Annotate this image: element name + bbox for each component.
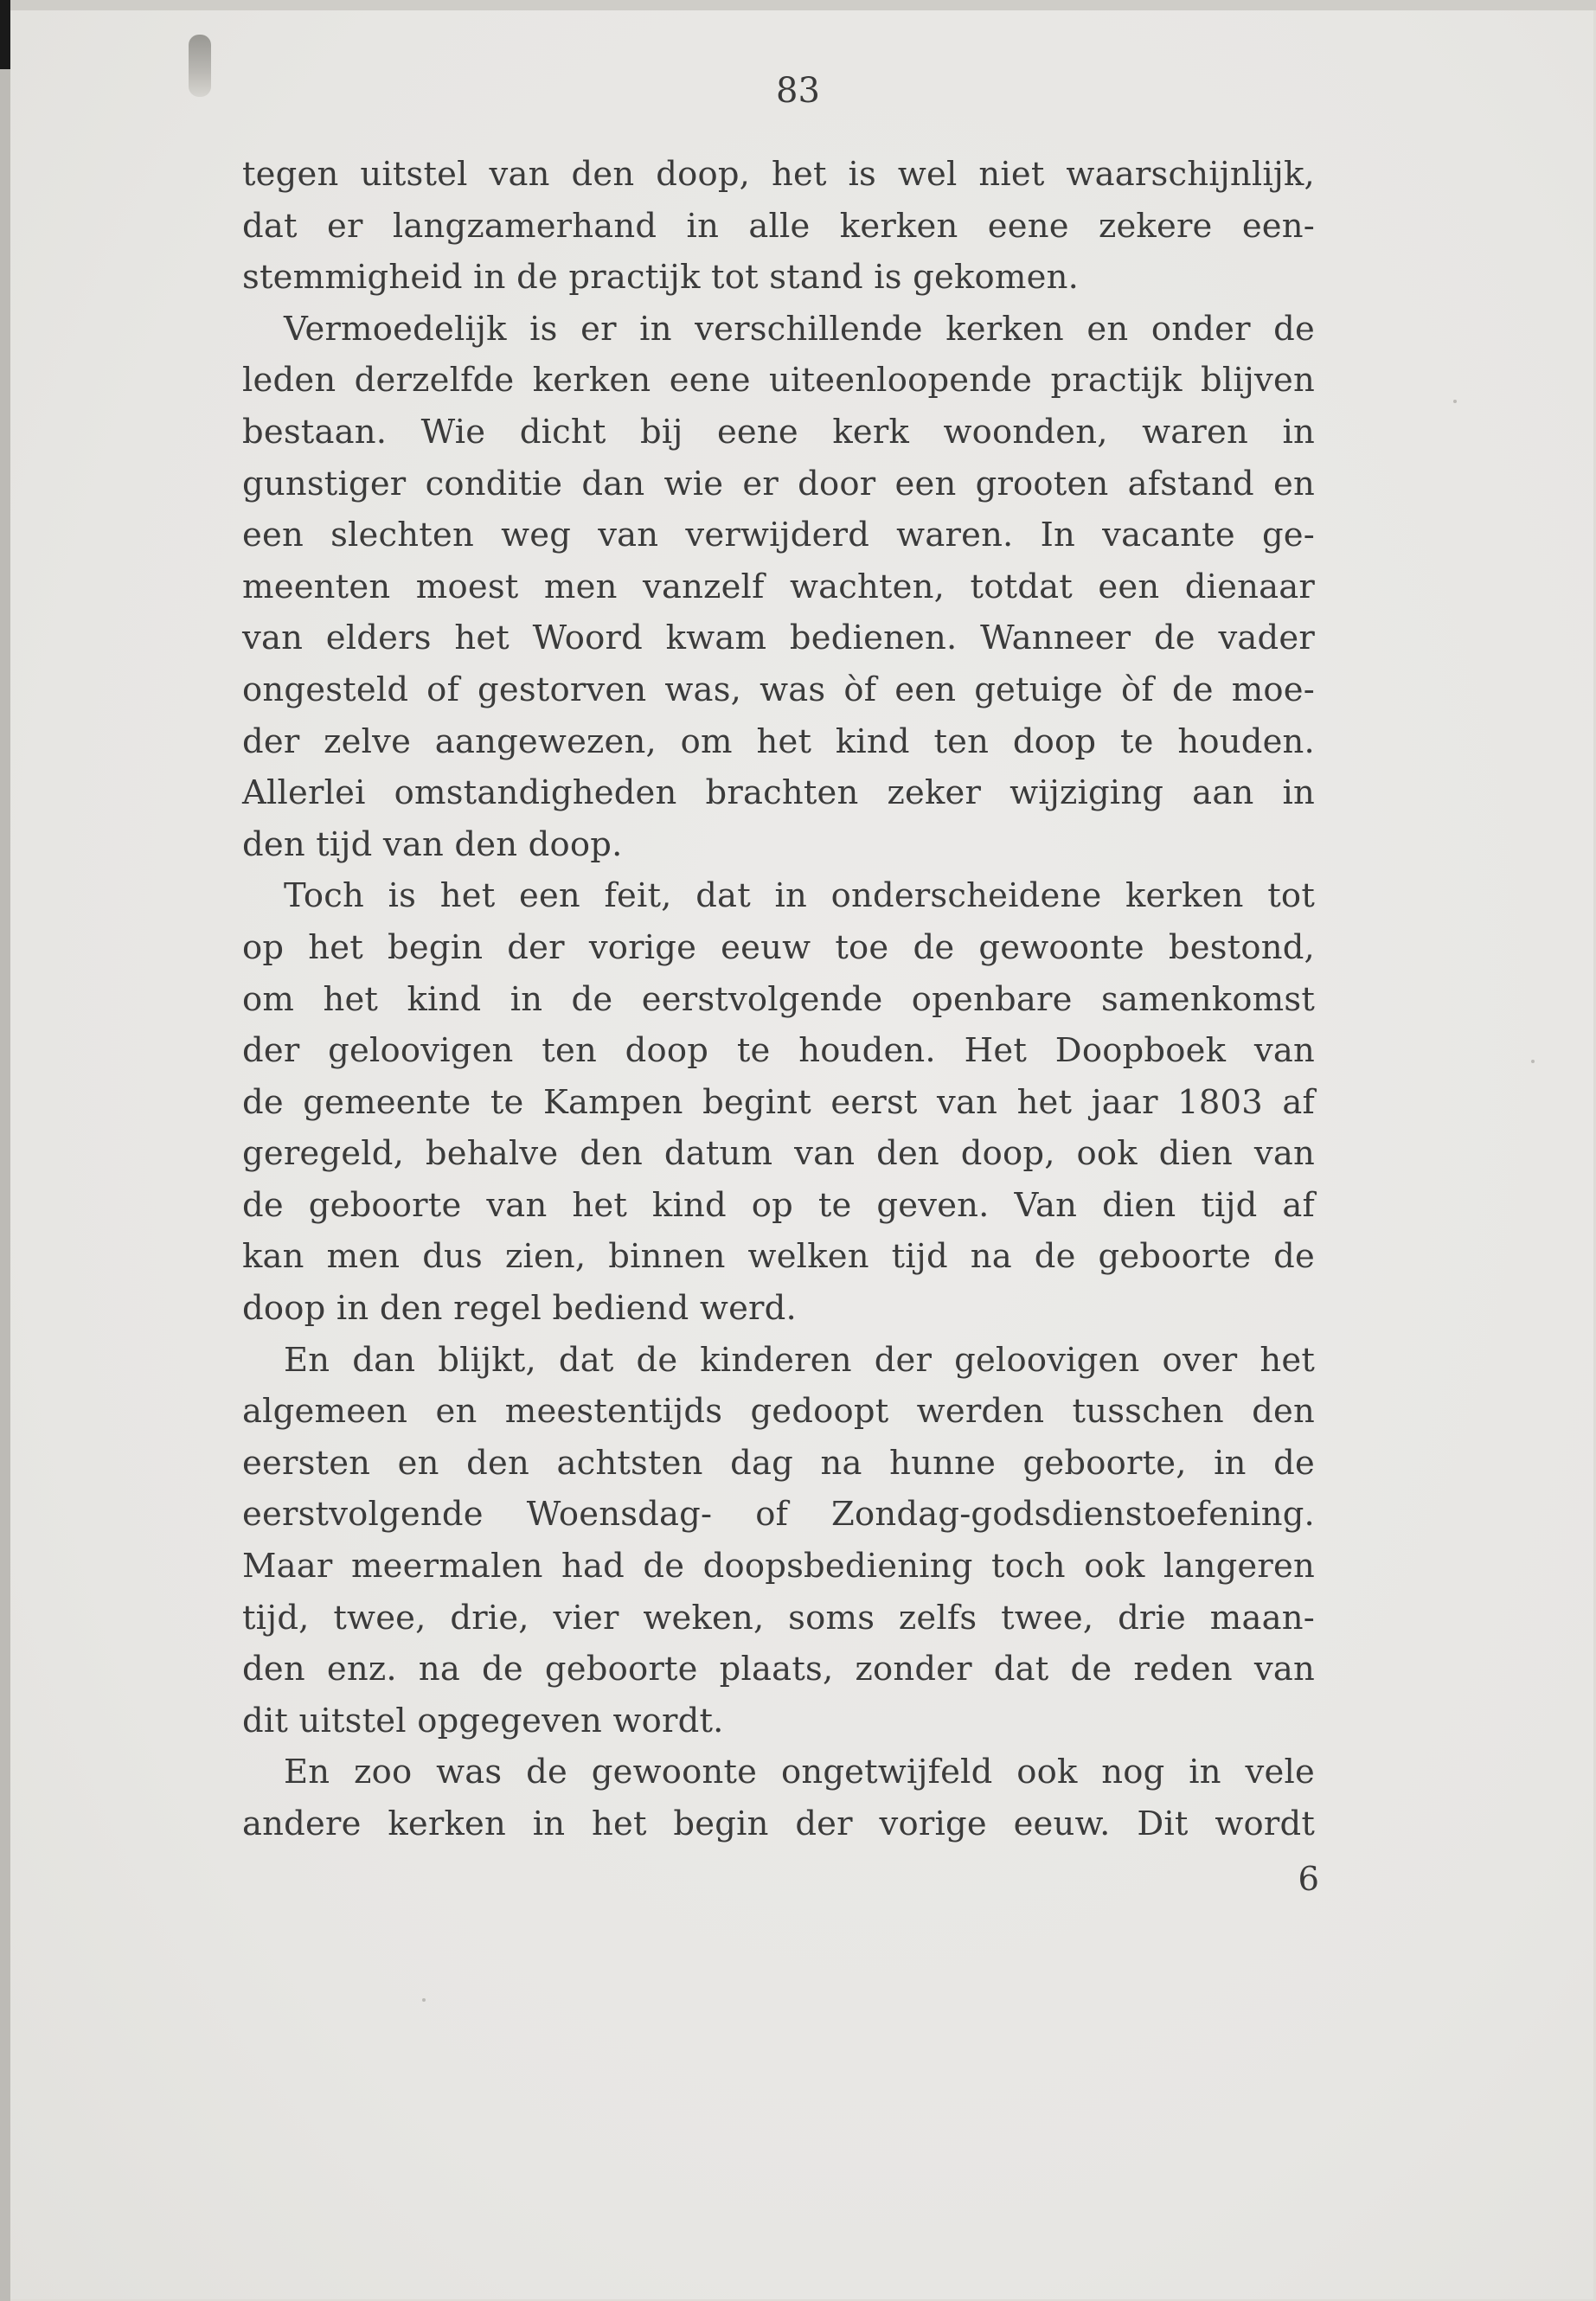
text-line: bestaan. Wie dicht bij eene kerk woonden, waren in <box>242 412 1315 452</box>
text-line: eersten en den achtsten dag na hunne geboorte, in de <box>242 1443 1315 1483</box>
text-line: andere kerken in het begin der vorige eeuw. Dit wordt <box>242 1804 1315 1843</box>
text-line: En zoo was de gewoonte ongetwijfeld ook nog in vele <box>284 1753 1315 1792</box>
text-line: dit uitstel opgegeven wordt. <box>242 1701 724 1740</box>
text-line: stemmigheid in de practijk tot stand is gekomen. <box>242 258 1080 298</box>
text-line: ongesteld of gestorven was, was òf een getuige òf de moe- <box>242 670 1315 709</box>
scan-left-edge-light <box>0 69 10 2301</box>
text-line: Maar meermalen had de doopsbediening toch ook langeren <box>242 1547 1315 1586</box>
page-number: 83 <box>776 71 820 111</box>
text-line: de geboorte van het kind op te geven. Van dien tijd af <box>242 1185 1315 1225</box>
text-line: om het kind in de eerstvolgende openbare samenkomst <box>242 979 1315 1019</box>
paper-speck <box>422 1998 426 2002</box>
signature-mark: 6 <box>1298 1860 1319 1899</box>
text-line: dat er langzamerhand in alle kerken eene zekere een- <box>242 206 1315 246</box>
paper-speck <box>1453 400 1457 403</box>
text-line: leden derzelfde kerken eene uiteenloopende practijk blijven <box>242 361 1315 401</box>
text-line: En dan blijkt, dat de kinderen der geloovigen over het <box>284 1340 1315 1380</box>
text-line: de gemeente te Kampen begint eerst van het jaar 1803 af <box>242 1082 1315 1122</box>
text-line: tegen uitstel van den doop, het is wel niet waarschijnlijk, <box>242 155 1315 194</box>
scan-top-edge <box>0 0 1596 10</box>
text-line: een slechten weg van verwijderd waren. In vacante ge- <box>242 516 1315 555</box>
body-text <box>242 149 1315 1850</box>
text-line: tijd, twee, drie, vier weken, soms zelfs twee, drie maan- <box>242 1598 1315 1638</box>
text-line: Vermoedelijk is er in verschillende kerken en onder de <box>284 309 1315 349</box>
text-line: der geloovigen ten doop te houden. Het Doopboek van <box>242 1031 1315 1071</box>
text-line: den enz. na de geboorte plaats, zonder dat de reden van <box>242 1650 1315 1689</box>
text-line: van elders het Woord kwam bedienen. Wanneer de vader <box>242 619 1315 658</box>
text-line: Allerlei omstandigheden brachten zeker wijziging aan in <box>242 773 1315 813</box>
paper-speck <box>1531 1060 1535 1063</box>
text-line: der zelve aangewezen, om het kind ten doop te houden. <box>242 721 1315 761</box>
text-line: kan men dus zien, binnen welken tijd na de geboorte de <box>242 1237 1315 1277</box>
text-line: Toch is het een feit, dat in onderscheidene kerken tot <box>284 876 1315 916</box>
text-line: op het begin der vorige eeuw toe de gewoonte bestond, <box>242 927 1315 967</box>
text-line: geregeld, behalve den datum van den doop, ook dien van <box>242 1134 1315 1174</box>
text-line: eerstvolgende Woensdag- of Zondag-godsdienstoefening. <box>242 1495 1315 1535</box>
text-line: den tijd van den doop. <box>242 824 623 864</box>
text-line: meenten moest men vanzelf wachten, totdat een dienaar <box>242 567 1315 606</box>
text-line: algemeen en meestentijds gedoopt werden tusschen den <box>242 1392 1315 1432</box>
text-line: gunstiger conditie dan wie er door een grooten afstand en <box>242 464 1315 503</box>
text-line: doop in den regel bediend werd. <box>242 1289 797 1329</box>
